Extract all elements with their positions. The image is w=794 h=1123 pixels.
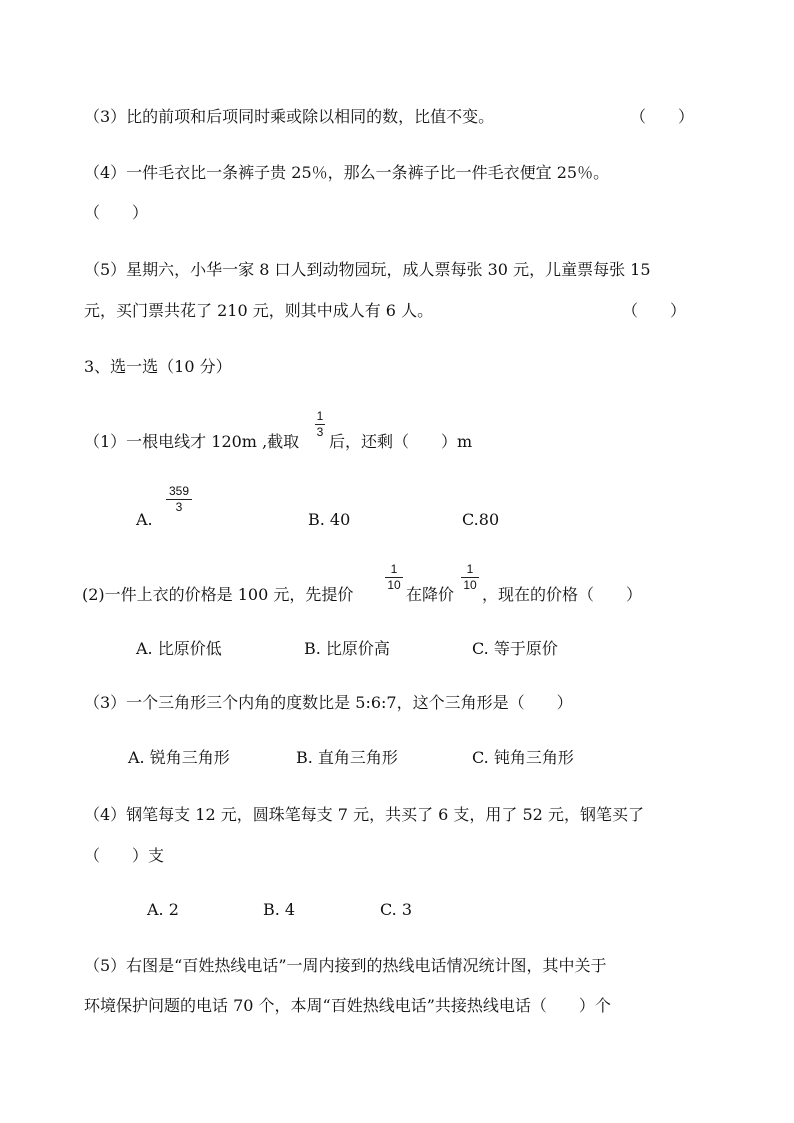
fraction-one-tenth: 1 10	[385, 563, 403, 592]
option-c: C. 等于原价	[472, 639, 558, 658]
option-b: B. 直角三角形	[296, 748, 398, 767]
answer-blank: （ ）	[84, 203, 149, 222]
judge-item-5-line2: 元，买门票共花了 210 元，则其中成人有 6 人。	[84, 301, 434, 320]
choice-q3: （3）一个三角形三个内角的度数比是 5:6:7，这个三角形是（ ）	[84, 693, 573, 712]
choice-q2-part2: 在降价	[406, 585, 455, 604]
answer-blank: （ ）	[630, 107, 695, 126]
option-b: B. 40	[308, 510, 351, 529]
choice-q5-line1: （5）右图是“百姓热线电话”一周内接到的热线电话情况统计图，其中关于	[84, 956, 607, 975]
fraction-one-tenth: 1 10	[461, 563, 479, 592]
answer-blank: （ ）	[622, 301, 687, 320]
judge-item-4: （4）一件毛衣比一条裤子贵 25％，那么一条裤子比一件毛衣便宜 25％。	[84, 163, 610, 182]
option-a: A. 比原价低	[136, 639, 222, 658]
option-c: C. 钝角三角形	[472, 748, 574, 767]
judge-item-3: （3）比的前项和后项同时乘或除以相同的数，比值不变。	[84, 107, 495, 126]
choice-q1-part1: （1）一根电线才 120m ,截取	[84, 432, 300, 451]
choice-q2-part1: (2)一件上衣的价格是 100 元，先提价	[82, 585, 354, 604]
option-a: A. 2	[147, 900, 179, 919]
judge-item-5-line1: （5）星期六，小华一家 8 口人到动物园玩，成人票每张 30 元，儿童票每张 15	[84, 260, 651, 279]
fraction-359-3: 359 3	[166, 485, 192, 514]
option-b: B. 4	[263, 900, 296, 919]
choice-q2-part3: ，现在的价格（ ）	[482, 585, 643, 604]
choice-q4-line2: （ ）支	[84, 846, 165, 865]
option-b: B. 比原价高	[304, 639, 390, 658]
choice-q4-line1: （4）钢笔每支 12 元，圆珠笔每支 7 元，共买了 6 支，用了 52 元，钢笔买了	[84, 805, 644, 824]
option-c: C. 3	[380, 900, 413, 919]
option-c: C.80	[462, 510, 500, 529]
choice-q1-part2: 后，还剩（ ）m	[329, 432, 473, 451]
fraction-one-third: 1 3	[316, 409, 324, 439]
option-label: A.	[136, 510, 153, 529]
option-a: A. 锐角三角形	[128, 748, 230, 767]
choice-q5-line2: 环境保护问题的电话 70 个，本周“百姓热线电话”共接热线电话（ ）个	[84, 996, 611, 1015]
section-heading: 3、选一选（10 分）	[84, 357, 232, 376]
